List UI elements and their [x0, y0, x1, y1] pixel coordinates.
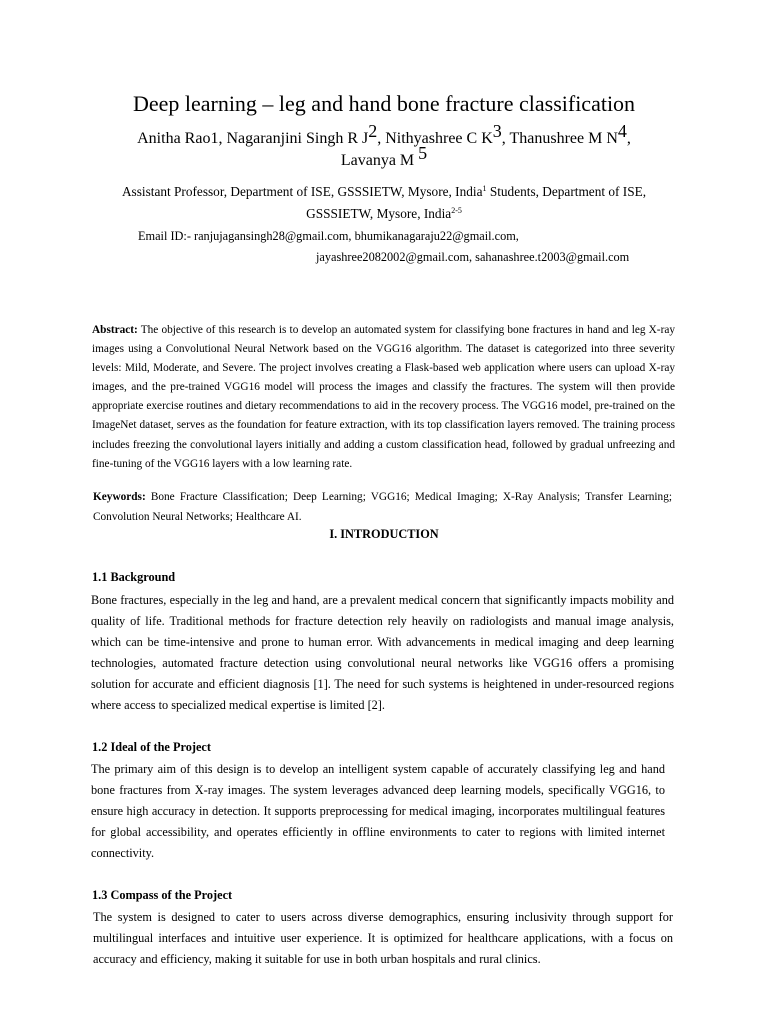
paper-title: Deep learning – leg and hand bone fracture classification — [132, 91, 636, 116]
affiliation-index-2: 2-5 — [451, 206, 462, 215]
author-5-index: 5 — [418, 143, 428, 163]
author-4-index: 4 — [617, 121, 627, 141]
subsection-heading-scope: 1.3 Compass of the Project — [92, 888, 233, 902]
email-line-1: Email ID:- ranjujagansingh28@gmail.com, bhumikanagaraju22@gmail.com, — [138, 229, 519, 243]
author-list — [40, 121, 728, 172]
author-2-index: 2 — [368, 121, 378, 141]
affiliation-institute: GSSSIETW, Mysore, India — [306, 206, 452, 221]
paragraph-scope: The system is designed to cater to users across diverse demographics, ensuring inclusivity through support for multilingual interfaces and intuitive user experience. It is optimized for healthcare applications, with a focus on accuracy and efficiency, making it suitable for use in both urban hospitals and rural clinics. — [93, 910, 673, 966]
keywords-text: Bone Fracture Classification; Deep Learning; VGG16; Medical Imaging; X-Ray Analysis; Transfer Learning; Convolution Neural Networks; Healthcare AI. — [93, 491, 672, 523]
author-1: Anitha Rao1 — [137, 130, 219, 147]
keywords — [93, 487, 672, 527]
section-heading-introduction: I. INTRODUCTION — [329, 527, 439, 541]
author-3: , Nithyashree C K — [377, 130, 493, 147]
affiliation-students: Students, Department of ISE, — [486, 184, 647, 199]
author-4: , Thanushree M N — [501, 130, 618, 147]
subsection-heading-idea: 1.2 Ideal of the Project — [92, 740, 211, 754]
paragraph-idea: The primary aim of this design is to develop an intelligent system capable of accurately classifying leg and hand bone fractures from X-ray images. The system leverages advanced deep learning models, specifically VGG16, to ensure high accuracy in detection. It supports preprocessing for medical imaging, incorporates multilingual features for global accessibility, and operates efficiently in offline environments to cater to regions with limited internet connectivity. — [91, 762, 665, 860]
abstract-label: Abstract: — [92, 324, 138, 336]
author-separator: , — [626, 130, 631, 147]
author-3-index: 3 — [492, 121, 502, 141]
author-2: , Nagaranjini Singh R J — [218, 130, 369, 147]
subsection-heading-background: 1.1 Background — [92, 570, 176, 584]
affiliation-professor: Assistant Professor, Department of ISE, GSSSIETW, Mysore, India — [121, 184, 483, 199]
email-line-2: jayashree2082002@gmail.com, sahanashree.t2003@gmail.com — [316, 250, 630, 264]
keywords-label: Keywords: — [93, 491, 146, 503]
paragraph-background: Bone fractures, especially in the leg and hand, are a prevalent medical concern that significantly impacts mobility and quality of life. Traditional methods for fracture detection rely heavily on radiologists and manual image analysis, which can be time-intensive and prone to human error. With advancements in medical imaging and deep learning technologies, automated fracture detection using convolutional neural networks like VGG16 offers a promising solution for accurate and efficient diagnosis [1]. The need for such systems is heightened in under-resourced regions where access to specialized medical expertise is limited [2]. — [91, 593, 674, 712]
affiliation-index-1: 1 — [482, 184, 487, 193]
affiliation — [60, 181, 708, 225]
abstract-text: The objective of this research is to develop an automated system for classifying bone fractures in hand and leg X-ray images using a Convolutional Neural Network based on the VGG16 algorithm. The dataset is categorized into three severity levels: Mild, Moderate, and Severe. The project involves creating a Flask-based web application where users can upload X-ray images, and the pre-trained VGG16 model will process the images and classify the fractures. The system will then provide appropriate exercise routines and dietary recommendations to aid in the recovery process. The VGG16 model, pre-trained on the ImageNet dataset, serves as the foundation for feature extraction, with its top classification layers removed. The training process includes freezing the convolutional layers initially and adding a custom classification head, followed by gradual unfreezing and fine-tuning of the VGG16 layers with a low learning rate. — [92, 324, 675, 470]
author-5: Lavanya M — [340, 152, 419, 169]
abstract — [92, 321, 675, 474]
